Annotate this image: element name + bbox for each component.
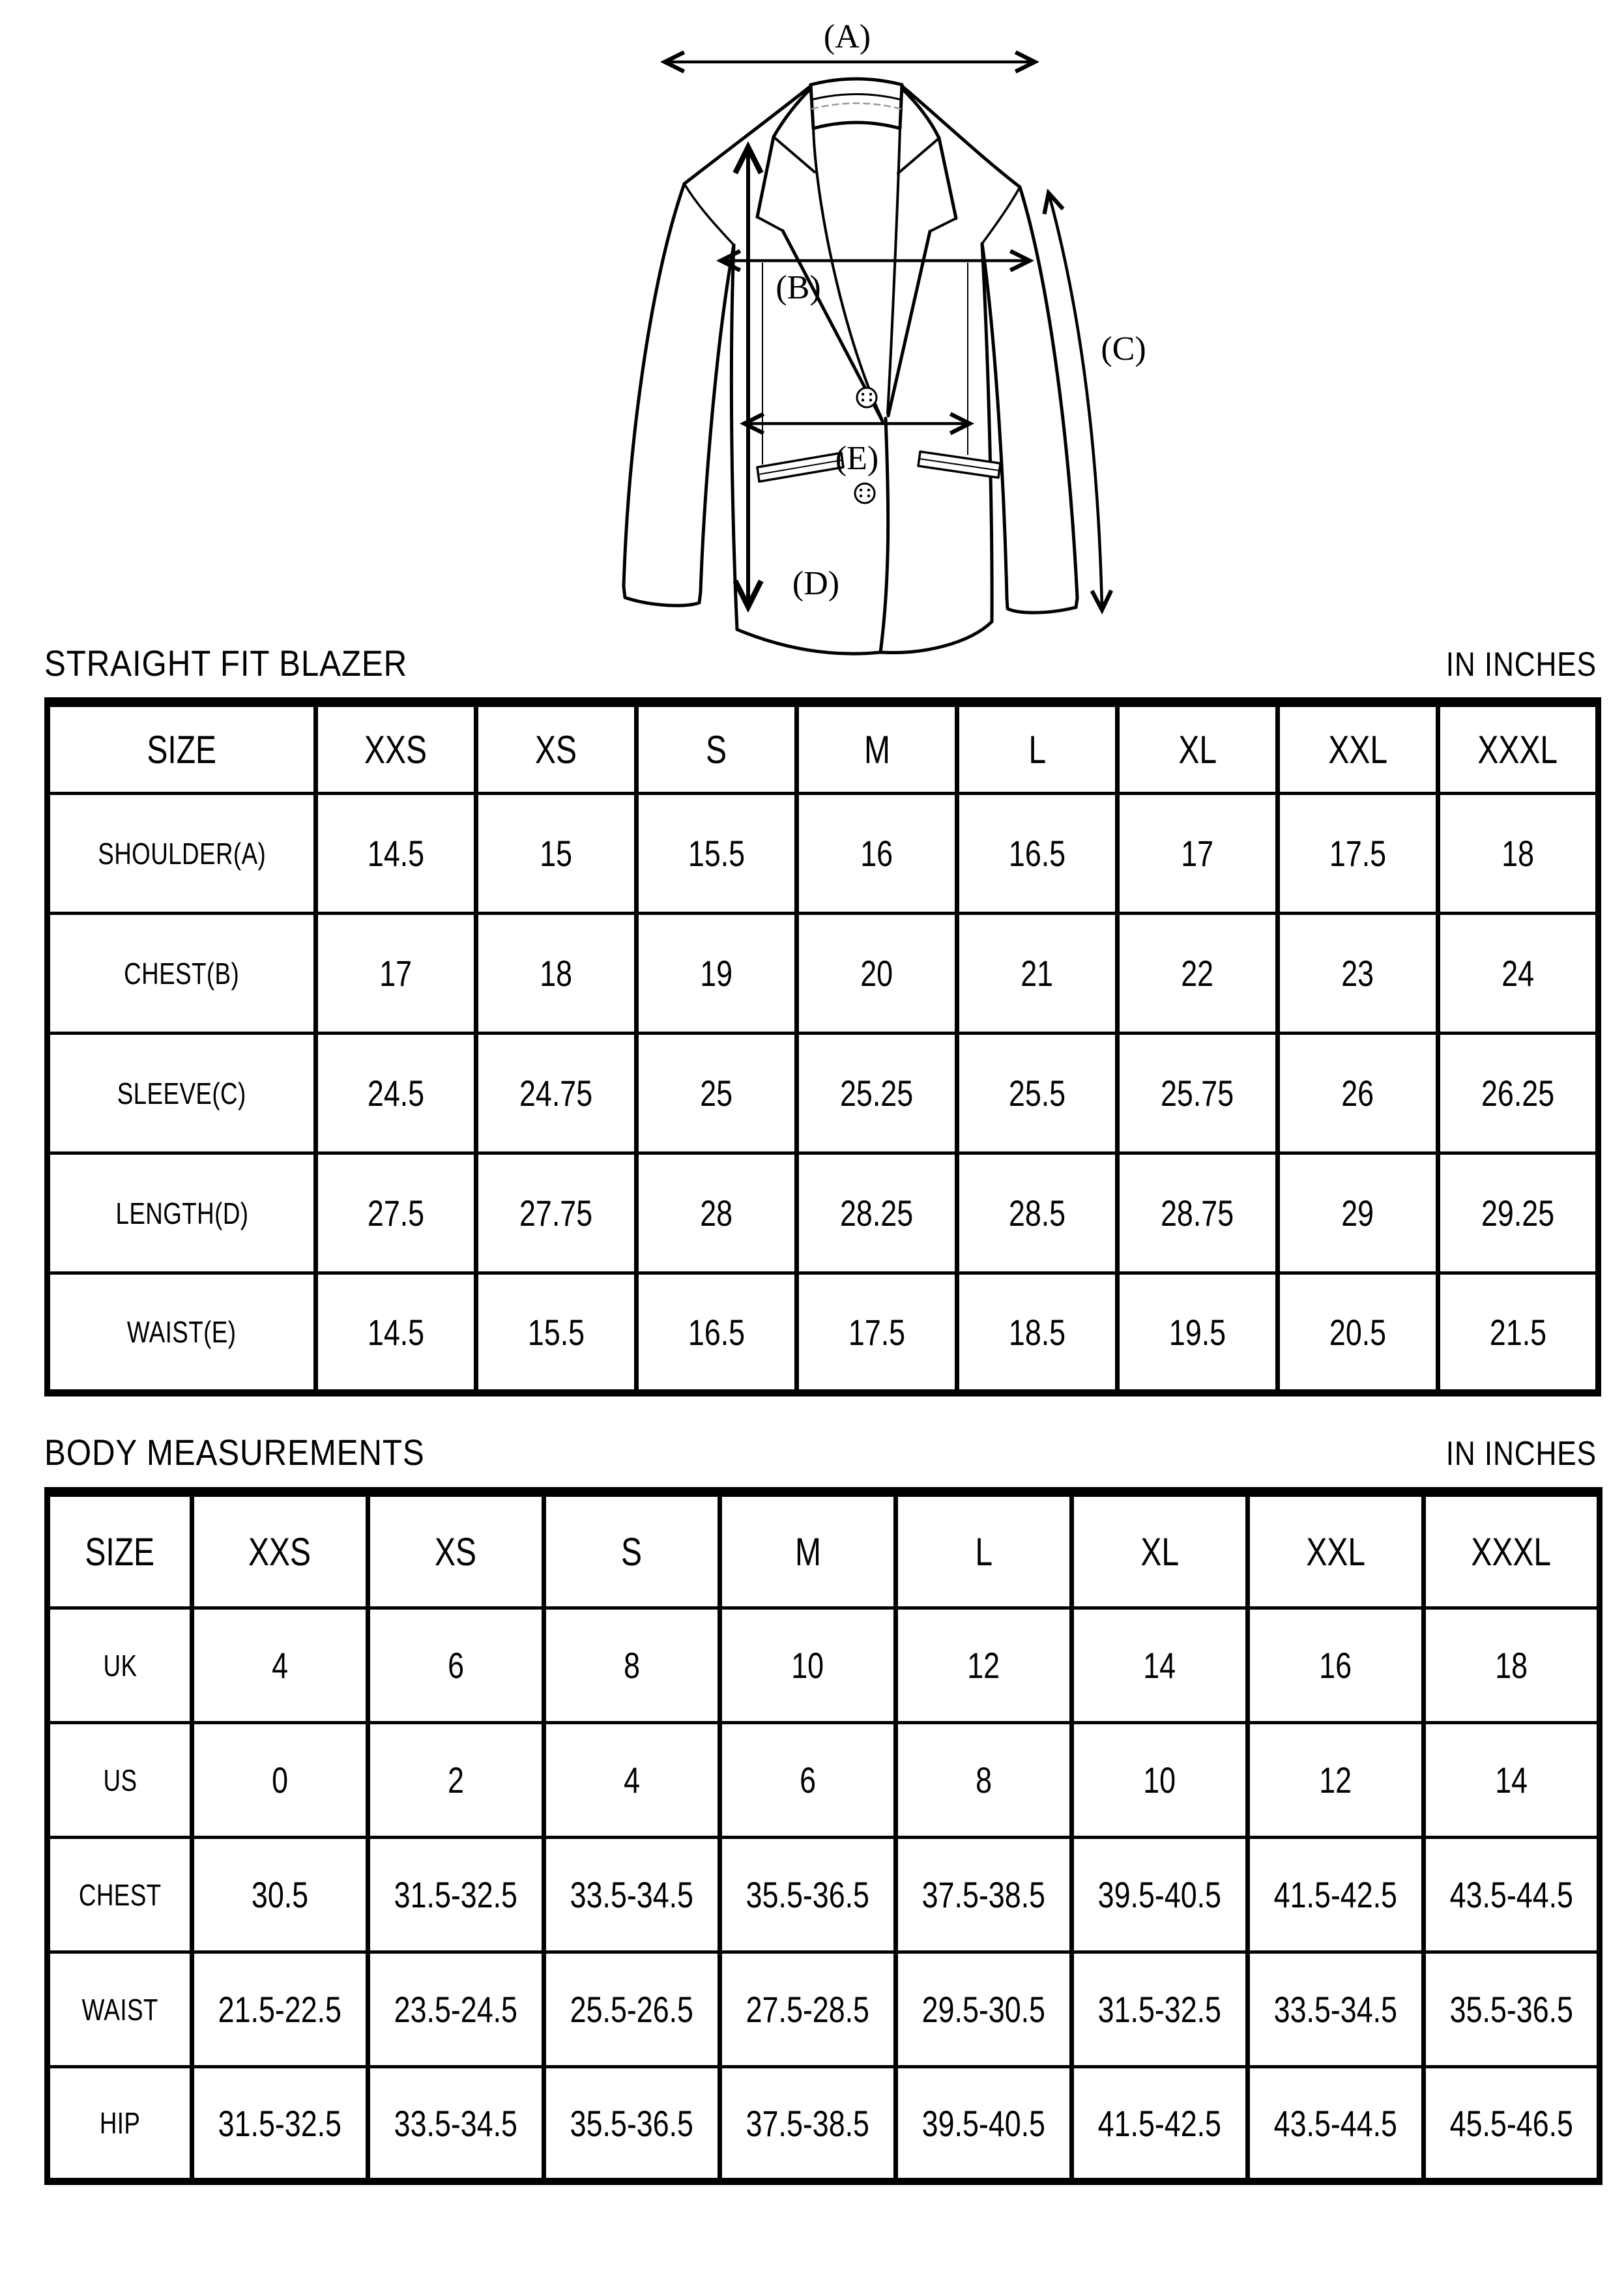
body-table-header bbox=[44, 1431, 1597, 1473]
value-cell-text: 6 bbox=[800, 1759, 816, 1801]
size-column-header-text: XXL bbox=[1328, 727, 1387, 772]
value-cell bbox=[1438, 1273, 1599, 1393]
top-button bbox=[857, 388, 877, 407]
value-cell bbox=[896, 2067, 1072, 2182]
value-cell-text: 14.5 bbox=[367, 1311, 425, 1353]
value-cell-text: 22 bbox=[1181, 953, 1214, 994]
value-cell bbox=[368, 1838, 544, 1952]
row-label bbox=[48, 1952, 192, 2067]
row-label-text: WAIST bbox=[81, 1992, 158, 2027]
row-label-text: UK bbox=[103, 1648, 137, 1683]
value-cell bbox=[637, 1273, 797, 1393]
value-cell bbox=[192, 1723, 368, 1838]
value-cell-text: 21.5-22.5 bbox=[218, 1989, 342, 2030]
size-column-header bbox=[957, 702, 1118, 794]
row-label-text: SHOULDER(A) bbox=[98, 836, 266, 871]
value-cell-text: 26.25 bbox=[1481, 1073, 1555, 1114]
value-cell bbox=[957, 1153, 1118, 1273]
table-row bbox=[48, 1608, 1600, 1723]
row-label bbox=[48, 1838, 192, 1952]
value-cell bbox=[1424, 2067, 1600, 2182]
value-cell-text: 24.75 bbox=[519, 1073, 593, 1114]
row-label bbox=[48, 1273, 316, 1393]
value-cell-text: 15.5 bbox=[688, 833, 746, 874]
garment-table-unit bbox=[1419, 645, 1597, 684]
value-cell bbox=[720, 1608, 896, 1723]
value-cell-text: 39.5-40.5 bbox=[1097, 1874, 1222, 1915]
size-column-header bbox=[797, 702, 957, 794]
size-column-header bbox=[896, 1492, 1072, 1608]
value-cell bbox=[1424, 1838, 1600, 1952]
value-cell bbox=[192, 1838, 368, 1952]
value-cell-text: 33.5-34.5 bbox=[1273, 1989, 1398, 2030]
table-row bbox=[48, 1838, 1600, 1952]
value-cell bbox=[1438, 1153, 1599, 1273]
value-cell-text: 14 bbox=[1495, 1759, 1528, 1801]
row-label-text: US bbox=[103, 1763, 137, 1797]
value-cell-text: 35.5-36.5 bbox=[746, 1874, 870, 1915]
size-label-header bbox=[48, 702, 316, 794]
size-column-header bbox=[1424, 1492, 1600, 1608]
value-cell bbox=[1278, 1034, 1438, 1153]
value-cell bbox=[544, 1952, 720, 2067]
row-label bbox=[48, 914, 316, 1034]
value-cell-text: 41.5-42.5 bbox=[1097, 2102, 1222, 2144]
size-column-header-text: XS bbox=[535, 727, 577, 772]
value-cell bbox=[316, 1273, 476, 1393]
value-cell bbox=[1248, 2067, 1424, 2182]
value-cell bbox=[368, 1952, 544, 2067]
garment-table-unit-text: IN INCHES bbox=[1445, 646, 1597, 684]
value-cell-text: 2 bbox=[448, 1759, 464, 1801]
value-cell-text: 23.5-24.5 bbox=[394, 1989, 518, 2030]
row-label-text: HIP bbox=[99, 2106, 141, 2140]
size-column-header bbox=[720, 1492, 896, 1608]
value-cell-text: 29.5-30.5 bbox=[921, 1989, 1046, 2030]
size-column-header bbox=[316, 702, 476, 794]
value-cell-text: 15.5 bbox=[527, 1311, 585, 1353]
label-e: (E) bbox=[835, 440, 879, 477]
value-cell bbox=[1424, 1608, 1600, 1723]
value-cell bbox=[476, 794, 637, 914]
value-cell-text: 28.75 bbox=[1161, 1193, 1234, 1234]
value-cell-text: 14.5 bbox=[367, 833, 425, 874]
value-cell bbox=[1424, 1723, 1600, 1838]
value-cell bbox=[192, 2067, 368, 2182]
row-label-text: WAIST(E) bbox=[127, 1315, 237, 1349]
value-cell bbox=[476, 1153, 637, 1273]
value-cell-text: 33.5-34.5 bbox=[570, 1874, 694, 1915]
size-column-header bbox=[1072, 1492, 1248, 1608]
value-cell bbox=[720, 1952, 896, 2067]
value-cell-text: 29.25 bbox=[1481, 1193, 1555, 1234]
value-cell-text: 17 bbox=[379, 953, 413, 994]
value-cell-text: 39.5-40.5 bbox=[921, 2102, 1046, 2144]
value-cell-text: 4 bbox=[624, 1759, 640, 1801]
right-pocket bbox=[918, 452, 1000, 478]
value-cell-text: 28.5 bbox=[1008, 1193, 1066, 1234]
garment-table-title-text: STRAIGHT FIT BLAZER bbox=[44, 643, 408, 684]
value-cell bbox=[1248, 1952, 1424, 2067]
value-cell bbox=[637, 794, 797, 914]
value-cell-text: 37.5-38.5 bbox=[746, 2102, 870, 2144]
garment-table-header bbox=[44, 642, 1597, 684]
value-cell-text: 18 bbox=[1501, 833, 1534, 874]
value-cell-text: 24.5 bbox=[367, 1073, 425, 1114]
value-cell-text: 0 bbox=[272, 1759, 288, 1801]
size-column-header bbox=[476, 702, 637, 794]
right-shoulder-line bbox=[902, 86, 1020, 187]
value-cell bbox=[797, 914, 957, 1034]
value-cell-text: 16.5 bbox=[688, 1311, 746, 1353]
garment-size-table bbox=[44, 697, 1601, 1396]
value-cell-text: 20 bbox=[860, 953, 893, 994]
value-cell bbox=[1072, 1723, 1248, 1838]
body-table-title-text: BODY MEASUREMENTS bbox=[44, 1432, 425, 1473]
size-label-header-text: SIZE bbox=[147, 727, 217, 772]
label-c: (C) bbox=[1101, 330, 1146, 368]
value-cell-text: 18 bbox=[1495, 1645, 1528, 1686]
value-cell-text: 25.75 bbox=[1161, 1073, 1234, 1114]
label-b: (B) bbox=[776, 269, 821, 306]
size-label-header-text: SIZE bbox=[85, 1529, 155, 1574]
row-label bbox=[48, 1723, 192, 1838]
row-label bbox=[48, 794, 316, 914]
table-row bbox=[48, 1273, 1599, 1393]
blazer-diagram-svg bbox=[587, 0, 1206, 684]
garment-table-title bbox=[44, 642, 457, 684]
row-label bbox=[48, 1608, 192, 1723]
size-column-header-text: M bbox=[863, 727, 890, 772]
blazer-outline-icon bbox=[624, 79, 1077, 654]
value-cell bbox=[1072, 2067, 1248, 2182]
bottom-button bbox=[855, 484, 875, 503]
size-column-header bbox=[192, 1492, 368, 1608]
value-cell bbox=[1118, 794, 1278, 914]
size-label-header bbox=[48, 1492, 192, 1608]
value-cell bbox=[720, 1838, 896, 1952]
value-cell bbox=[1118, 1034, 1278, 1153]
value-cell bbox=[797, 1273, 957, 1393]
value-cell-text: 16.5 bbox=[1008, 833, 1066, 874]
value-cell bbox=[797, 1034, 957, 1153]
value-cell-text: 20.5 bbox=[1329, 1311, 1387, 1353]
value-cell bbox=[544, 2067, 720, 2182]
value-cell bbox=[896, 1608, 1072, 1723]
value-cell bbox=[544, 1723, 720, 1838]
value-cell bbox=[720, 1723, 896, 1838]
table-row bbox=[48, 2067, 1600, 2182]
row-label-text: CHEST bbox=[78, 1877, 162, 1912]
size-column-header-text: XL bbox=[1178, 727, 1217, 772]
value-cell-text: 31.5-32.5 bbox=[1097, 1989, 1222, 2030]
value-cell bbox=[476, 1273, 637, 1393]
value-cell bbox=[368, 1723, 544, 1838]
value-cell-text: 12 bbox=[967, 1645, 1000, 1686]
value-cell bbox=[316, 1034, 476, 1153]
value-cell-text: 25.5-26.5 bbox=[570, 1989, 694, 2030]
value-cell-text: 28 bbox=[700, 1193, 733, 1234]
value-cell bbox=[544, 1838, 720, 1952]
value-cell bbox=[544, 1608, 720, 1723]
size-column-header-text: L bbox=[975, 1529, 993, 1574]
value-cell-text: 43.5-44.5 bbox=[1449, 1874, 1573, 1915]
front-edge-line bbox=[880, 418, 888, 652]
body-measurements-table bbox=[44, 1487, 1602, 2185]
value-cell bbox=[1072, 1608, 1248, 1723]
label-a: (A) bbox=[823, 18, 871, 55]
value-cell bbox=[316, 914, 476, 1034]
value-cell bbox=[1118, 914, 1278, 1034]
value-cell bbox=[1118, 1273, 1278, 1393]
value-cell bbox=[957, 794, 1118, 914]
value-cell bbox=[896, 1838, 1072, 1952]
value-cell-text: 45.5-46.5 bbox=[1449, 2102, 1573, 2144]
value-cell bbox=[1278, 794, 1438, 914]
value-cell bbox=[476, 1034, 637, 1153]
size-column-header bbox=[637, 702, 797, 794]
value-cell-text: 15 bbox=[540, 833, 573, 874]
left-pocket bbox=[757, 453, 843, 482]
table-row bbox=[48, 1034, 1599, 1153]
value-cell bbox=[1438, 794, 1599, 914]
size-column-header-text: S bbox=[621, 1529, 643, 1574]
size-column-header bbox=[1248, 1492, 1424, 1608]
value-cell-text: 21.5 bbox=[1489, 1311, 1546, 1353]
value-cell bbox=[896, 1723, 1072, 1838]
size-column-header-text: XXXL bbox=[1471, 1529, 1552, 1574]
value-cell-text: 29 bbox=[1341, 1193, 1374, 1234]
value-cell-text: 17.5 bbox=[848, 1311, 906, 1353]
value-cell-text: 30.5 bbox=[251, 1874, 309, 1915]
table-row bbox=[48, 1723, 1600, 1838]
value-cell bbox=[1118, 1153, 1278, 1273]
value-cell bbox=[316, 1153, 476, 1273]
value-cell bbox=[368, 2067, 544, 2182]
size-column-header-text: L bbox=[1028, 727, 1046, 772]
header-row bbox=[48, 1492, 1600, 1608]
table-row bbox=[48, 1153, 1599, 1273]
value-cell-text: 41.5-42.5 bbox=[1273, 1874, 1398, 1915]
value-cell-text: 28.25 bbox=[840, 1193, 914, 1234]
row-label bbox=[48, 1153, 316, 1273]
value-cell bbox=[637, 1034, 797, 1153]
size-column-header bbox=[1118, 702, 1278, 794]
size-column-header-text: XXS bbox=[364, 727, 428, 772]
value-cell-text: 12 bbox=[1319, 1759, 1352, 1801]
value-cell-text: 21 bbox=[1021, 953, 1054, 994]
size-column-header-text: XXS bbox=[248, 1529, 312, 1574]
value-cell bbox=[1072, 1952, 1248, 2067]
body-table-title bbox=[44, 1431, 476, 1473]
value-cell bbox=[1438, 1034, 1599, 1153]
value-cell bbox=[720, 2067, 896, 2182]
body-table-unit bbox=[1419, 1434, 1597, 1473]
value-cell bbox=[797, 794, 957, 914]
table-row bbox=[48, 914, 1599, 1034]
size-column-header-text: S bbox=[706, 727, 727, 772]
value-cell-text: 33.5-34.5 bbox=[394, 2102, 518, 2144]
value-cell-text: 27.75 bbox=[519, 1193, 593, 1234]
value-cell bbox=[797, 1153, 957, 1273]
value-cell bbox=[1248, 1723, 1424, 1838]
value-cell bbox=[637, 914, 797, 1034]
value-cell-text: 23 bbox=[1341, 953, 1374, 994]
value-cell-text: 19 bbox=[700, 953, 733, 994]
value-cell-text: 35.5-36.5 bbox=[570, 2102, 694, 2144]
value-cell-text: 37.5-38.5 bbox=[921, 1874, 1046, 1915]
value-cell bbox=[192, 1952, 368, 2067]
value-cell bbox=[316, 794, 476, 914]
size-column-header bbox=[544, 1492, 720, 1608]
row-label bbox=[48, 1034, 316, 1153]
value-cell-text: 8 bbox=[976, 1759, 992, 1801]
row-label-text: LENGTH(D) bbox=[115, 1196, 248, 1230]
value-cell-text: 17.5 bbox=[1329, 833, 1387, 874]
header-row bbox=[48, 702, 1599, 794]
size-column-header-text: XL bbox=[1140, 1529, 1179, 1574]
value-cell bbox=[957, 1273, 1118, 1393]
value-cell-text: 27.5-28.5 bbox=[746, 1989, 870, 2030]
value-cell-text: 43.5-44.5 bbox=[1273, 2102, 1398, 2144]
value-cell-text: 19.5 bbox=[1168, 1311, 1226, 1353]
row-label-text: SLEEVE(C) bbox=[117, 1076, 246, 1110]
size-column-header-text: XXXL bbox=[1477, 727, 1558, 772]
value-cell-text: 31.5-32.5 bbox=[394, 1874, 518, 1915]
row-label-text: CHEST(B) bbox=[124, 956, 240, 991]
value-cell-text: 16 bbox=[860, 833, 893, 874]
value-cell bbox=[1248, 1838, 1424, 1952]
value-cell-text: 31.5-32.5 bbox=[218, 2102, 342, 2144]
value-cell bbox=[896, 1952, 1072, 2067]
value-cell-text: 10 bbox=[791, 1645, 824, 1686]
size-column-header bbox=[1438, 702, 1599, 794]
value-cell-text: 26 bbox=[1341, 1073, 1374, 1114]
value-cell-text: 8 bbox=[624, 1645, 640, 1686]
value-cell-text: 27.5 bbox=[367, 1193, 425, 1234]
size-column-header-text: XXL bbox=[1306, 1529, 1365, 1574]
value-cell bbox=[192, 1608, 368, 1723]
value-cell-text: 25 bbox=[700, 1073, 733, 1114]
value-cell-text: 14 bbox=[1143, 1645, 1176, 1686]
value-cell-text: 18 bbox=[540, 953, 573, 994]
row-label bbox=[48, 2067, 192, 2182]
value-cell-text: 24 bbox=[1501, 953, 1534, 994]
size-column-header bbox=[1278, 702, 1438, 794]
table-row bbox=[48, 1952, 1600, 2067]
value-cell-text: 17 bbox=[1181, 833, 1214, 874]
value-cell bbox=[1278, 1153, 1438, 1273]
size-column-header bbox=[368, 1492, 544, 1608]
value-cell-text: 18.5 bbox=[1008, 1311, 1066, 1353]
value-cell-text: 6 bbox=[448, 1645, 464, 1686]
value-cell bbox=[368, 1608, 544, 1723]
value-cell bbox=[1248, 1608, 1424, 1723]
value-cell bbox=[476, 914, 637, 1034]
value-cell bbox=[1278, 914, 1438, 1034]
value-cell-text: 10 bbox=[1143, 1759, 1176, 1801]
value-cell bbox=[957, 914, 1118, 1034]
body-table-unit-text: IN INCHES bbox=[1445, 1435, 1597, 1473]
value-cell bbox=[1438, 914, 1599, 1034]
table-row bbox=[48, 794, 1599, 914]
label-d: (D) bbox=[792, 565, 840, 602]
blazer-diagram bbox=[587, 0, 1206, 684]
size-column-header-text: XS bbox=[435, 1529, 477, 1574]
value-cell-text: 35.5-36.5 bbox=[1449, 1989, 1573, 2030]
value-cell bbox=[1278, 1273, 1438, 1393]
value-cell bbox=[637, 1153, 797, 1273]
value-cell bbox=[1424, 1952, 1600, 2067]
size-column-header-text: M bbox=[794, 1529, 821, 1574]
value-cell bbox=[957, 1034, 1118, 1153]
value-cell-text: 4 bbox=[272, 1645, 288, 1686]
value-cell-text: 16 bbox=[1319, 1645, 1352, 1686]
value-cell bbox=[1072, 1838, 1248, 1952]
value-cell-text: 25.25 bbox=[840, 1073, 914, 1114]
value-cell-text: 25.5 bbox=[1008, 1073, 1066, 1114]
